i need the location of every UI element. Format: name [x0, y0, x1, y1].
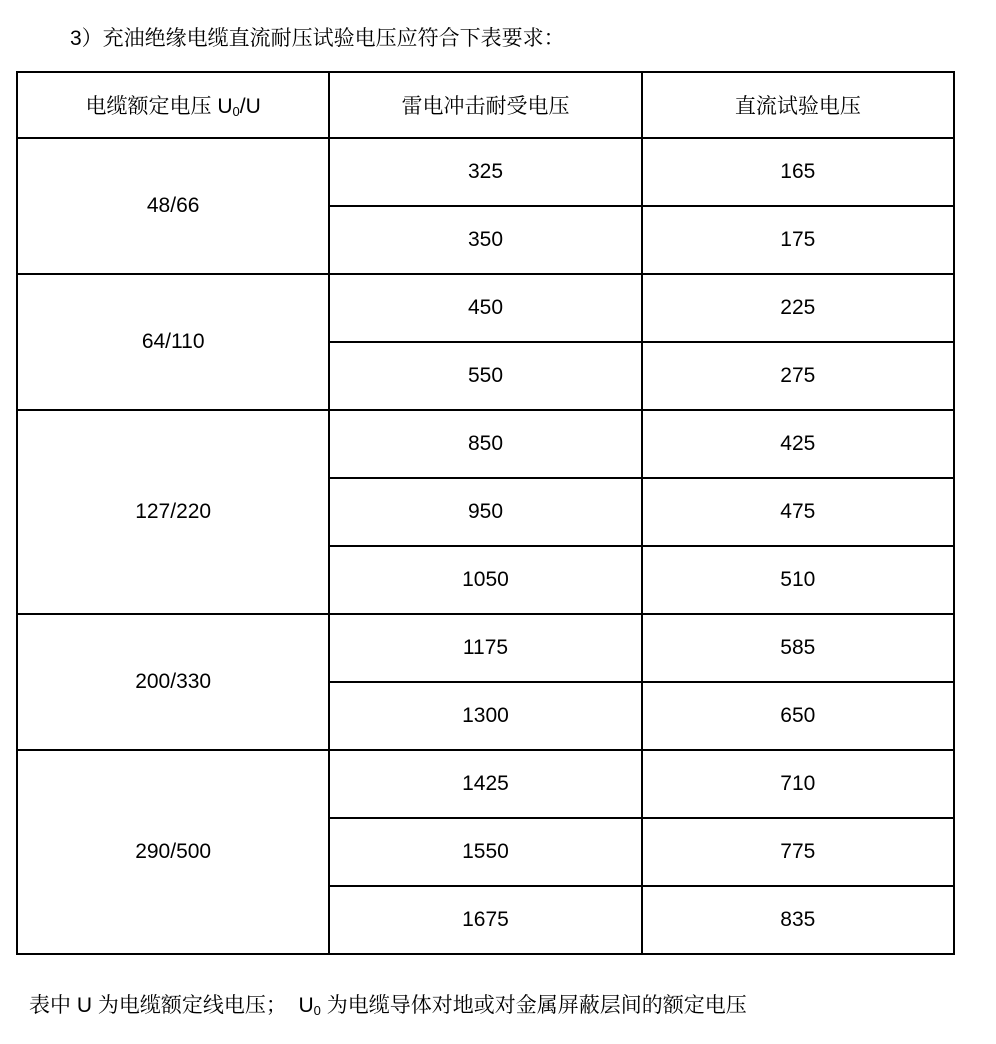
- dc-voltage-cell: 425: [642, 410, 954, 478]
- dc-voltage-cell: 775: [642, 818, 954, 886]
- header-rated-voltage: [17, 72, 329, 138]
- dc-voltage-cell: 510: [642, 546, 954, 614]
- dc-voltage-cell: 175: [642, 206, 954, 274]
- rated-voltage-cell: 48/66: [17, 138, 329, 274]
- rated-voltage-cell: 200/330: [17, 614, 329, 750]
- rated-voltage-cell: 64/110: [17, 274, 329, 410]
- impulse-voltage-cell: 1425: [329, 750, 641, 818]
- rated-voltage-cell: 127/220: [17, 410, 329, 614]
- footnote: [29, 993, 747, 1019]
- section-heading: 3）充油绝缘电缆直流耐压试验电压应符合下表要求：: [70, 27, 565, 50]
- dc-voltage-cell: 475: [642, 478, 954, 546]
- dc-voltage-cell: 165: [642, 138, 954, 206]
- dc-voltage-cell: 225: [642, 274, 954, 342]
- table-row: [17, 138, 954, 206]
- impulse-voltage-cell: 550: [329, 342, 641, 410]
- footnote-text-2: 为电缆导体对地或对金属屏蔽层间的额定电压: [320, 994, 747, 1017]
- dc-voltage-cell: 650: [642, 682, 954, 750]
- dc-voltage-cell: 835: [642, 886, 954, 954]
- table-header-row: [17, 72, 954, 138]
- impulse-voltage-cell: 850: [329, 410, 641, 478]
- header-dc-test-voltage: 直流试验电压: [642, 72, 954, 138]
- header-rated-voltage-suffix: /U: [239, 95, 261, 118]
- table-row: [17, 274, 954, 342]
- rated-voltage-cell: 290/500: [17, 750, 329, 954]
- impulse-voltage-cell: 1550: [329, 818, 641, 886]
- voltage-table: [16, 71, 955, 955]
- header-rated-voltage-subscript: 0: [232, 104, 240, 120]
- dc-voltage-cell: 275: [642, 342, 954, 410]
- impulse-voltage-cell: 1175: [329, 614, 641, 682]
- impulse-voltage-cell: 1050: [329, 546, 641, 614]
- header-rated-voltage-text: 电缆额定电压 U: [85, 95, 233, 118]
- table-row: [17, 750, 954, 818]
- footnote-text-1: 表中 U 为电缆额定线电压； U: [29, 994, 314, 1017]
- impulse-voltage-cell: 450: [329, 274, 641, 342]
- impulse-voltage-cell: 1300: [329, 682, 641, 750]
- impulse-voltage-cell: 950: [329, 478, 641, 546]
- dc-voltage-cell: 710: [642, 750, 954, 818]
- header-impulse-voltage: 雷电冲击耐受电压: [329, 72, 641, 138]
- impulse-voltage-cell: 1675: [329, 886, 641, 954]
- impulse-voltage-cell: 325: [329, 138, 641, 206]
- impulse-voltage-cell: 350: [329, 206, 641, 274]
- table-row: [17, 410, 954, 478]
- table-row: [17, 614, 954, 682]
- footnote-subscript: 0: [313, 1003, 321, 1019]
- dc-voltage-cell: 585: [642, 614, 954, 682]
